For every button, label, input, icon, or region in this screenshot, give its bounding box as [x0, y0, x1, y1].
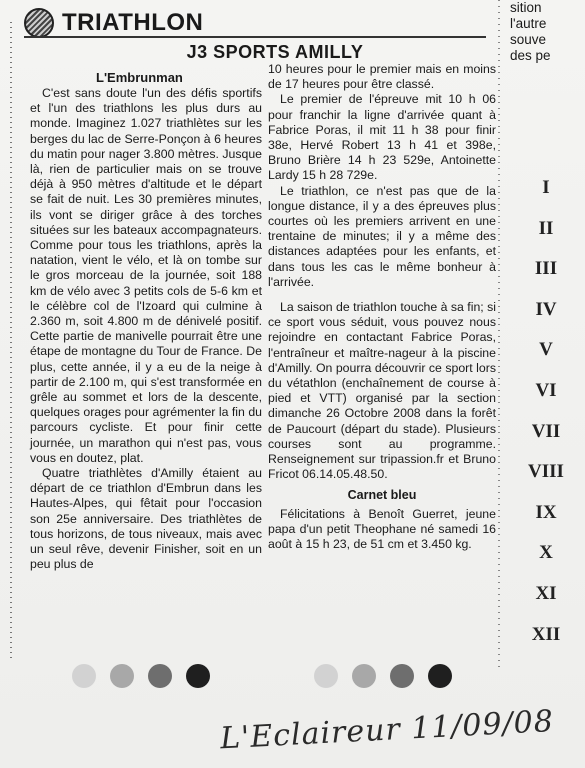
paragraph: 10 heures pour le premier mais en moins de 17 heures pour être classé. — [268, 62, 496, 92]
spacer — [268, 290, 496, 300]
section-title: TRIATHLON — [62, 9, 204, 36]
fragment-line: souve — [510, 32, 547, 47]
article-column-1 — [30, 86, 262, 573]
paragraph: C'est sans doute l'un des défis sportifs et l'un des triathlons les plus durs au monde. Imaginez 1.027 triathlètes sur les berges du lac de Serre-Ponçon à 6 heures du matin pour nager 3.800 mètres. Jusque là, rien de particulier mais on se trouve déjà à 950 mètres d'altitude et le départ se fait de nuit. Les 30 premières minutes, ils vont se diriger grâce à des torches situées sur les bateaux accompagnateurs. Comme pour tous les triathlons, après la natation, vient le vélo, et là on tombe sur le gros morceau de la journée, soit 188 km de vélo avec 3 petits cols de 5-6 km et le célèbre col de l'Izoard qui culmine à 2.360 m, soit 4.800 m de dénivelé positif. Cette partie de manivelle pourrait être une étape de montagne du Tour de France. De plus, cette année, il y a eu de la neige à partir de 2.100 m, qui s'est transformée en grêle au sommet et lors de la descente, quelques orages pour agrémenter la fin du parcours cycliste. Et pour finir cette journée, un marathon qui n'est pas, vous vous en doutez, plat. — [30, 86, 262, 465]
column-divider — [498, 0, 500, 670]
paragraph: Le premier de l'épreuve mit 10 h 06 pour franchir la ligne d'arrivée quant à Fabrice Poras, il mit 11 h 38 pour finir 38e, Hervé Robert 13 h 41 et 398e, Bruno Brière 14 h 23 529e, Antoinette Lardy 15 h 28 729e. — [268, 92, 496, 183]
section-header — [24, 6, 494, 40]
adjacent-column-fragment — [510, 0, 585, 64]
gray-dot — [390, 664, 414, 688]
numeral: VIII — [528, 461, 564, 483]
left-margin-dots — [10, 22, 12, 662]
numeral: III — [534, 258, 558, 280]
numeral: II — [538, 217, 554, 239]
gray-dot — [314, 664, 338, 688]
gray-scale-dots-left — [72, 664, 210, 688]
header-rule — [24, 36, 486, 38]
numeral: VI — [535, 379, 557, 401]
section-ball-icon — [24, 8, 54, 38]
numeral: VII — [531, 420, 561, 442]
fragment-line: l'autre — [510, 16, 547, 31]
numeral: I — [542, 177, 550, 198]
roman-numeral-scale — [526, 168, 566, 655]
gray-dot — [352, 664, 376, 688]
numeral: V — [539, 339, 553, 361]
article-byline: L'Embrunman — [96, 70, 183, 85]
carnet-title: Carnet bleu — [347, 488, 417, 503]
gray-dot — [428, 664, 452, 688]
gray-scale-dots-right — [314, 664, 452, 688]
paragraph: Le triathlon, ce n'est pas que de la longue distance, il y a des épreuves plus courtes où les premiers arrivent en une trentaine de minutes; il y a même des distances adaptées pour les enfants, et dans tous les cas le même bonheur à l'arrivée. — [268, 183, 496, 289]
numeral: XI — [535, 582, 557, 604]
gray-dot — [186, 664, 210, 688]
paragraph: Félicitations à Benoît Guerret, jeune papa d'un petit Theophane né samedi 16 août à 15 h 23, de 51 cm et 3.450 kg. — [268, 506, 496, 552]
numeral: IX — [535, 501, 557, 523]
numeral: IV — [535, 298, 557, 320]
fragment-line: sition — [510, 0, 542, 15]
gray-dot — [148, 664, 172, 688]
gray-dot — [72, 664, 96, 688]
fragment-line: des pe — [510, 48, 551, 63]
gray-dot — [110, 664, 134, 688]
numeral: XII — [531, 623, 561, 645]
paragraph: La saison de triathlon touche à sa fin; si ce sport vous séduit, vous pouvez nous rejoindre en contactant Fabrice Poras, l'entraîneur et maître-nageur à la piscine d'Amilly. On pourra découvrir ce sport lors du vétathlon (enchaînement de course à pied et VTT) organisé par la section dimanche 26 Octobre 2008 dans la forêt de Paucourt (départ du stade). Plusieurs courses sont au programme. Renseignement sur tripassion.fr et Bruno Fricot 06.14.05.48.50. — [268, 300, 497, 482]
paragraph: Quatre triathlètes d'Amilly étaient au départ de ce triathlon d'Embrun dans les Hautes-Alpes, qui fêtait pour l'occasion son 25e anniversaire. Des triathlètes de tous horizons, de tous niveaux, mais avec un seul rêve, devenir Finisher, soit en un peu plus de — [30, 466, 262, 572]
handwritten-source-note: L'Eclaireur 11/09/08 — [219, 703, 555, 757]
article-headline: J3 SPORTS AMILLY — [186, 42, 364, 62]
article-column-2 — [268, 62, 496, 552]
numeral: X — [539, 542, 553, 564]
